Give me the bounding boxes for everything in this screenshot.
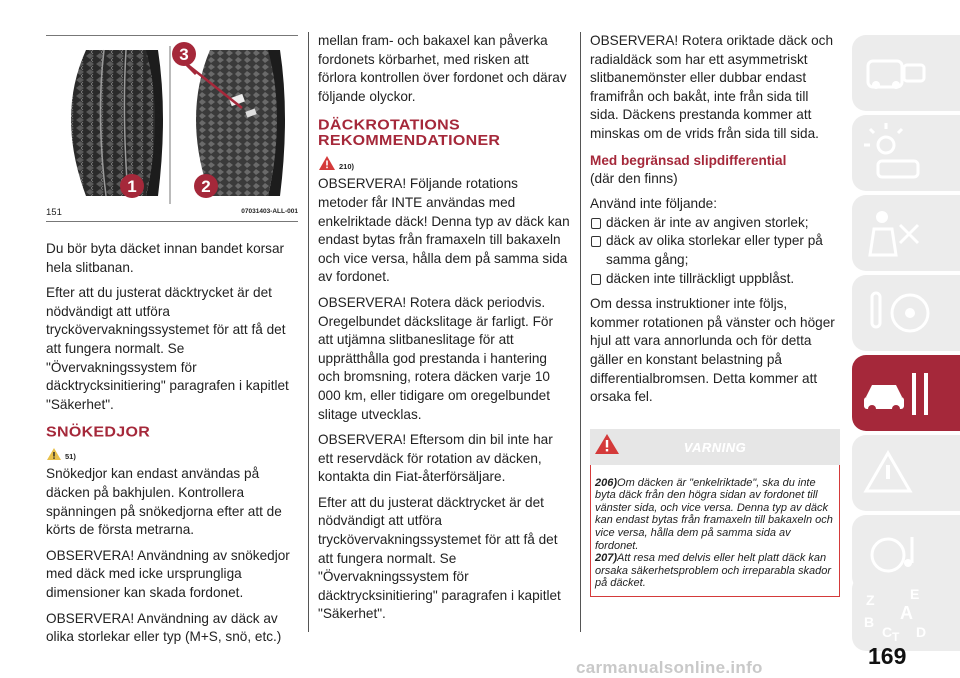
warning-title: VARNING	[683, 439, 747, 455]
index-icon	[852, 575, 960, 651]
column-2	[318, 32, 570, 624]
warning-number: 206)	[595, 476, 618, 489]
warning-ref-number: 210)	[339, 161, 355, 171]
tab-starting-driving[interactable]	[852, 275, 960, 351]
warning-lights-icon	[852, 115, 960, 191]
safety-airbag-icon	[852, 195, 960, 271]
callout-2	[194, 174, 218, 198]
callout-3	[172, 42, 196, 66]
column-1	[46, 240, 298, 647]
svg-text:3: 3	[179, 45, 189, 64]
paragraph: OBSERVERA! Användning av snökedjor med däck med icke ursprungliga dimensioner kan skada fordonet.	[46, 547, 290, 600]
paragraph: OBSERVERA! Användning av däck av olika storlekar eller typ (M+S, snö, etc.)	[46, 610, 282, 645]
car-dashboard-icon	[852, 35, 960, 111]
paragraph: Snökedjor kan endast användas på däcken på bakhjulen. Kontrollera spänningen på snökedjorna efter att de körts de första metrarna.	[46, 466, 282, 538]
paragraph: Använd inte följande:	[590, 196, 717, 212]
svg-text:1: 1	[127, 177, 137, 196]
callout-1	[120, 174, 144, 198]
warning-triangle-icon	[318, 155, 336, 171]
list-item: däck av olika storlekar eller typer på samma gång;	[590, 232, 840, 269]
figure-code: 07031403-ALL-001	[241, 208, 298, 215]
tab-service-maintenance[interactable]	[852, 355, 960, 431]
column-divider	[580, 32, 581, 632]
checkbox-bullet-icon	[591, 236, 601, 247]
svg-text:E: E	[910, 586, 920, 602]
svg-text:D: D	[916, 624, 927, 640]
figure-number: 151	[46, 207, 62, 218]
tire-wear-figure	[46, 35, 298, 204]
paragraph: Efter att du justerat däcktrycket är det nödvändigt att utföra tryckövervakningssystemet för att få det att fungera normalt. Se "Övervakningssystem för däcktrycksinitiering" paragrafen i kapitlet "Säkerhet".	[46, 285, 289, 412]
warning-header	[590, 429, 840, 465]
svg-text:C: C	[882, 624, 893, 640]
tab-dashboard[interactable]	[852, 35, 960, 111]
svg-text:Z: Z	[866, 592, 875, 608]
chapter-tabs	[852, 0, 960, 678]
warning-box	[590, 429, 840, 597]
warning-number: 207)	[595, 552, 618, 565]
paragraph: mellan fram- och bakaxel kan påverka fordonets körbarhet, med risken att förlora kontrollen över fordonet och därav följande olyckor.	[318, 33, 567, 104]
warning-reference	[46, 446, 298, 461]
warning-item: 207)Att resa med delvis eller helt platt däck kan orsaka säkerhetsproblem och irreparabla skador på däcket.	[595, 552, 832, 590]
svg-text:A: A	[900, 603, 913, 623]
tab-warning-lights[interactable]	[852, 115, 960, 191]
tire-illustration	[46, 36, 298, 204]
starting-driving-icon	[852, 275, 960, 351]
section-heading-snow-chains: SNÖKEDJOR	[46, 425, 151, 441]
tab-index[interactable]	[852, 575, 960, 651]
svg-text:2: 2	[201, 177, 211, 196]
paragraph: Du bör byta däcket innan bandet korsar hela slitbanan.	[46, 241, 285, 275]
paragraph: Om dessa instruktioner inte följs, kommer rotationen på vänster och höger hjul att vara annorlunda och för detta gäller en konstant belastning på differentialbromsen. Detta kommer att orsaka fel.	[590, 296, 835, 405]
watermark: carmanualsonline.info	[576, 658, 763, 677]
paragraph: Efter att du justerat däcktrycket är det nödvändigt att utföra tryckövervakningssystemet för att få det att fungera normalt. Se "Övervakningssystem för däcktrycksinitiering" paragrafen i kapitlet "Säkerhet".	[318, 494, 561, 622]
checkbox-bullet-icon	[591, 274, 601, 285]
caution-triangle-icon	[46, 447, 62, 461]
warning-item: 206)Om däcken är "enkelriktade", ska du inte byta däck från den högra sidan av fordonet till vänster sida, och vice versa. Denna typ av däck kan endast bytas från framaxeln till bakaxeln och vice versa, hålla dem på samma sida av fordonet.	[595, 476, 833, 552]
warning-body	[590, 465, 840, 597]
warning-ref-number: 51)	[65, 452, 76, 462]
svg-text:T: T	[892, 630, 900, 644]
figure-caption	[46, 207, 298, 222]
paragraph: OBSERVERA! Eftersom din bil inte har ett reservdäck för rotation av däcken, kontakta din Fiat-återförsäljare.	[318, 432, 553, 485]
subheading-limited-slip: Med begränsad slipdifferential	[590, 152, 787, 168]
tab-emergency[interactable]	[852, 435, 960, 511]
page-number: 169	[868, 643, 907, 669]
tire-left	[71, 50, 163, 196]
column-3	[590, 32, 840, 597]
svg-text:B: B	[864, 614, 875, 630]
tire-right	[196, 50, 285, 196]
paragraph: OBSERVERA! Följande rotations metoder får INTE användas med enkelriktade däck! Denna typ av däck kan endast bytas från framaxeln till bakaxeln och vice versa, hålla dem på samma sida av fordonet.	[318, 176, 570, 285]
column-divider	[308, 32, 309, 632]
paragraph: OBSERVERA! Rotera däck periodvis. Oregelbundet däckslitage är farligt. För att utjämna slitbaneslitage för att upprätthålla god prestanda i hantering och bromsning, rotera däcken varje 10 000 km, eller tidigare om oregelbundet slitage utvecklas.	[318, 294, 553, 422]
paragraph: OBSERVERA! Rotera oriktade däck och radialdäck som har ett asymmetriskt slitbanemönster eller dubbar endast framifrån och bakåt, inte från sida till sida. Däckens prestanda kommer att minskas om de vrids från sida till sida.	[590, 33, 834, 141]
service-maintenance-icon	[852, 355, 960, 431]
checkbox-bullet-icon	[591, 218, 601, 229]
emergency-icon	[852, 435, 960, 511]
list-item: däcken inte tillräckligt uppblåst.	[590, 270, 840, 289]
section-heading-tire-rotation: DÄCKROTATIONS REKOMMENDATIONER	[318, 117, 501, 150]
warning-reference	[318, 155, 570, 171]
subheading-note: (där den finns)	[590, 170, 678, 186]
tab-safety[interactable]	[852, 195, 960, 271]
list-item: däcken är inte av angiven storlek;	[590, 214, 840, 233]
